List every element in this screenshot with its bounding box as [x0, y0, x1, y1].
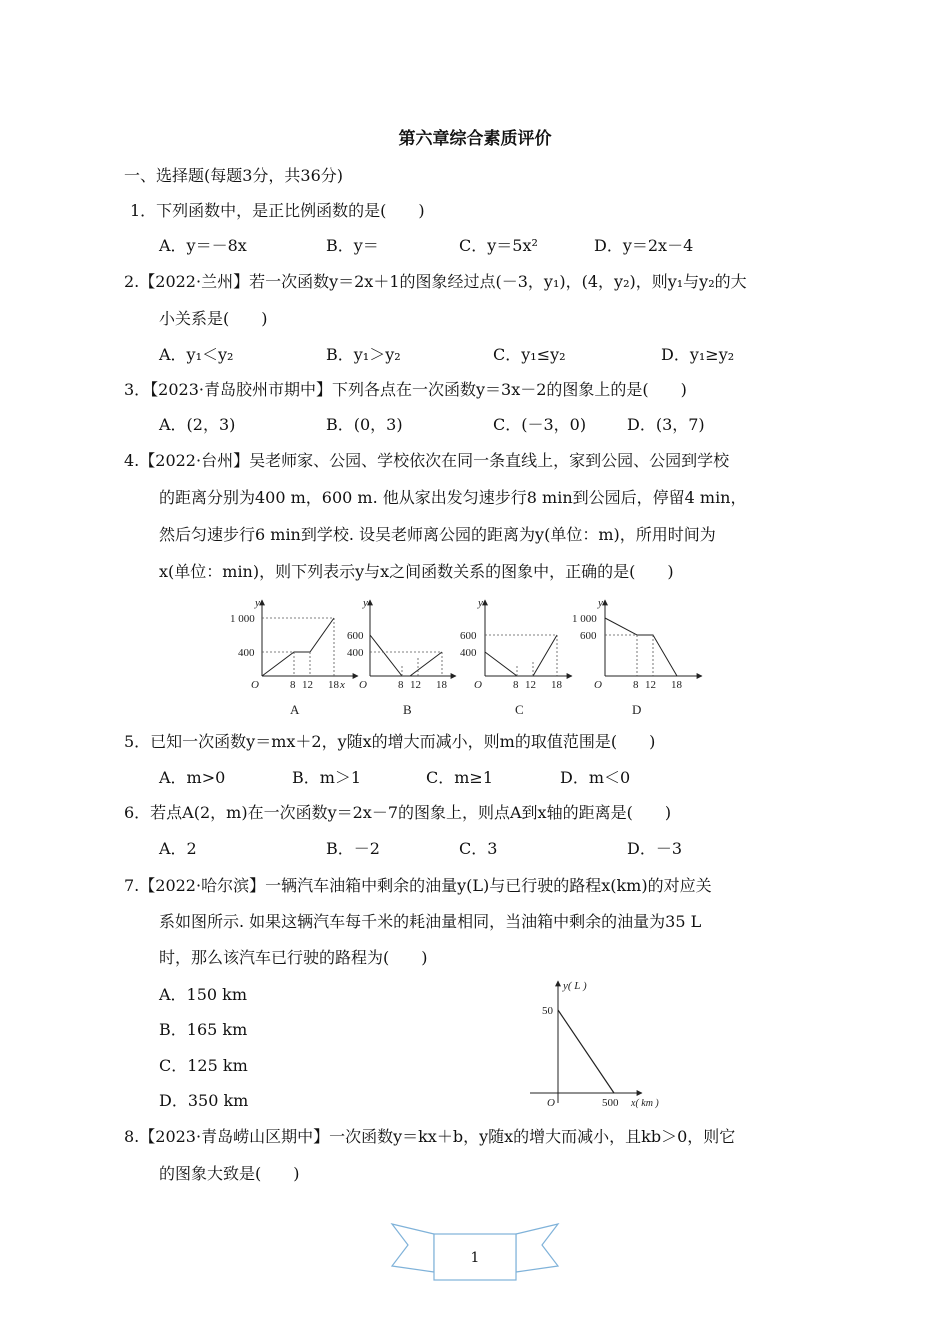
q3-option-d: D．(3，7) [627, 415, 705, 434]
q4-graph-b-label: B [403, 702, 412, 717]
q3-option-b: B．(0，3) [326, 415, 403, 434]
q4-graph-c-label: C [515, 702, 524, 717]
section-heading: 一、选择题(每题3分，共36分) [124, 166, 344, 185]
q4a-y-axis-label: y [255, 597, 260, 609]
q4c-y-axis-label: y [478, 597, 483, 609]
q4a-x-tick-2: 12 [302, 679, 313, 691]
q4c-x-tick-1: 8 [513, 679, 519, 691]
q4-graph-a-label: A [290, 702, 300, 717]
q4b-x-tick-1: 8 [398, 679, 404, 691]
question-6: 6．若点A(2，m)在一次函数y＝2x－7的图象上，则点A到x轴的距离是( ) [124, 803, 672, 822]
question-2-line-2: 小关系是( ) [159, 309, 268, 328]
q5-option-a: A．m>0 [159, 768, 226, 787]
q4a-y-tick-1: 1 000 [230, 613, 255, 625]
q4a-x-tick-3: 18 [328, 679, 339, 691]
q5-option-b: B．m＞1 [292, 768, 362, 787]
q4a-origin: O [251, 679, 259, 691]
q4-graph-d-label: D [632, 702, 642, 717]
question-7-line-3: 时，那么该汽车已行驶的路程为( ) [159, 948, 428, 967]
q6-option-d: D．－3 [627, 839, 683, 858]
q7-x-tick: 500 [602, 1097, 619, 1109]
question-8-line-2: 的图象大致是( ) [159, 1164, 300, 1183]
q1-option-b: B．y＝ [326, 236, 379, 255]
q4c-y-tick-2: 400 [460, 647, 477, 659]
q7-y-axis-label: y( L ) [563, 980, 587, 992]
q4d-y-tick-2: 600 [580, 630, 597, 642]
question-3: 3．【2023·青岛胶州市期中】下列各点在一次函数y＝3x－2的图象上的是( ) [124, 380, 687, 399]
q7-fuel-line [558, 1010, 614, 1093]
page-number: 1 [470, 1250, 480, 1266]
q4a-y-tick-2: 400 [238, 647, 255, 659]
question-5: 5．已知一次函数y＝mx＋2，y随x的增大而减小，则m的取值范围是( ) [124, 732, 656, 751]
q4-graph-a [230, 597, 358, 717]
q4d-y-tick-1: 1 000 [572, 613, 597, 625]
q2-option-b: B．y₁＞y₂ [326, 345, 401, 364]
question-4-line-1: 4.【2022·台州】吴老师家、公园、学校依次在同一条直线上，家到公园、公园到学校 [124, 451, 730, 470]
q2-option-a: A．y₁＜y₂ [159, 345, 234, 364]
q3-option-a: A．(2，3) [159, 415, 236, 434]
q4b-x-tick-3: 18 [436, 679, 447, 691]
question-7-line-2: 系如图所示. 如果这辆汽车每千米的耗油量相同，当油箱中剩余的油量为35 L [159, 912, 702, 931]
q4b-x-tick-2: 12 [410, 679, 421, 691]
question-1: 1．下列函数中，是正比例函数的是( ) [130, 201, 425, 220]
q6-option-b: B．－2 [326, 839, 380, 858]
q5-option-c: C．m≥1 [426, 768, 494, 787]
q4d-origin: O [594, 679, 602, 691]
q1-option-c: C．y＝5x² [459, 236, 538, 255]
q7-option-a: A．150 km [159, 985, 248, 1004]
q4c-origin: O [474, 679, 482, 691]
q4c-y-tick-1: 600 [460, 630, 477, 642]
question-8-line-1: 8.【2023·青岛崂山区期中】一次函数y＝kx＋b，y随x的增大而减小，且kb＞0，则它 [124, 1127, 736, 1146]
q4d-y-axis-label: y [598, 597, 603, 609]
q4b-y-tick-2: 400 [347, 647, 364, 659]
q1-option-d: D．y＝2x－4 [594, 236, 694, 255]
q4d-x-tick-2: 12 [645, 679, 656, 691]
question-4-line-4: x(单位：min)，则下列表示y与x之间函数关系的图象中，正确的是( ) [159, 562, 674, 581]
q2-option-d: D．y₁≥y₂ [661, 345, 735, 364]
q4d-x-tick-3: 18 [671, 679, 682, 691]
q7-option-b: B．165 km [159, 1020, 248, 1039]
q4b-y-axis-label: y [363, 597, 368, 609]
q6-option-c: C．3 [459, 839, 498, 858]
q4b-x-axis-label: x [340, 679, 345, 691]
q4a-x-tick-1: 8 [290, 679, 296, 691]
q3-option-c: C．(－3，0) [493, 415, 587, 434]
q4-graph-c [460, 597, 572, 717]
q4b-y-tick-1: 600 [347, 630, 364, 642]
q7-y-tick: 50 [542, 1005, 553, 1017]
q4-graph-d [572, 597, 702, 717]
question-4-line-3: 然后匀速步行6 min到学校. 设吴老师离公园的距离为y(单位：m)，所用时间为 [159, 525, 716, 544]
question-2-line-1: 2.【2022·兰州】若一次函数y＝2x＋1的图象经过点(－3，y₁)，(4，y₂)，则y₁与y₂的大 [124, 272, 747, 291]
q4-graphs [220, 592, 710, 722]
q4b-origin: O [359, 679, 367, 691]
page-title: 第六章综合素质评价 [398, 129, 552, 149]
q7-origin: O [547, 1097, 555, 1109]
q7-option-c: C．125 km [159, 1056, 248, 1075]
q4-graph-b [339, 597, 456, 717]
q1-option-a: A．y＝－8x [159, 236, 247, 255]
q4d-x-tick-1: 8 [633, 679, 639, 691]
q2-option-c: C．y₁≤y₂ [493, 345, 566, 364]
q6-option-a: A．2 [159, 839, 197, 858]
q7-x-axis-label: x( km ) [631, 1098, 659, 1109]
q4c-x-tick-2: 12 [525, 679, 536, 691]
q5-option-d: D．m＜0 [560, 768, 631, 787]
question-4-line-2: 的距离分别为400 m，600 m. 他从家出发匀速步行8 min到公园后，停留4 min， [159, 488, 747, 507]
question-7-line-1: 7.【2022·哈尔滨】一辆汽车油箱中剩余的油量y(L)与已行驶的路程x(km)的对应关 [124, 876, 712, 895]
q7-graph [530, 975, 690, 1115]
q4c-x-tick-3: 18 [551, 679, 562, 691]
q7-option-d: D．350 km [159, 1091, 249, 1110]
